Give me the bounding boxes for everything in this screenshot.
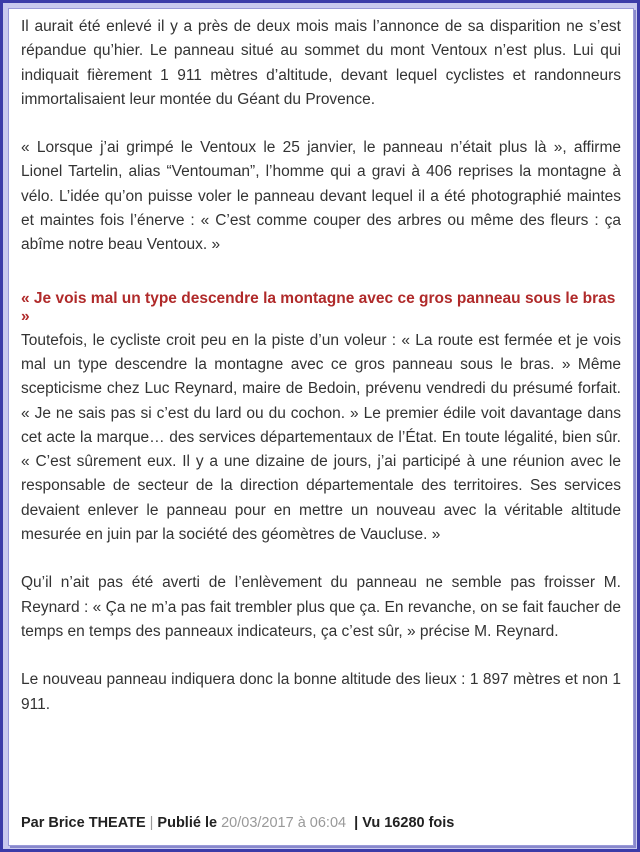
article-paragraph-1: Il aurait été enlevé il y a près de deux mois mais l’annonce de sa disparition ne s’est répandue qu’hier. Le panneau situé au sommet du mont Ventoux n’est plus. Lui qui indiquait fièrement 1 911 mètres d’altitude, devant lequel cyclistes et randonneurs immortalisaient leur montée du Géant du Provence. bbox=[21, 18, 621, 108]
article-paragraph-3: Toutefois, le cycliste croit peu en la piste d’un voleur : « La route est fermée et je vois mal un type descendre la montagne avec ce gros panneau sous le bras. » Même scepticisme chez Luc Reynard, maire de Bedoin, prévenu vendredi du présumé forfait. « Je ne sais pas si c’est du lard ou du cochon. » Le premier édile voit davantage dans cet acte la marque… des services départementaux de l’État. En toute légalité, bien sûr. « C’est sûrement eux. Il y a une dizaine de jours, j’ai participé à une réunion avec le responsable de secteur de la direction départementale des territoires. Ses services devaient enlever le panneau pour en mettre un nouveau avec la véritable altitude mesurée en juin par la société des géomètres de Vaucluse. » bbox=[21, 331, 621, 544]
article-paragraph-4: Qu’il n’ait pas été averti de l’enlèvement du panneau ne semble pas froisser M. Reynard : « Ça ne m’a pas fait trembler plus que ça. En revanche, on se fait faucher de temps en temps des panneaux indicateurs, ça c’est sûr, » précise M. Reynard. bbox=[21, 574, 621, 640]
paragraph-gap bbox=[21, 112, 621, 136]
paragraph-gap bbox=[21, 644, 621, 668]
article-paragraph-5: Le nouveau panneau indiquera donc la bonne altitude des lieux : 1 897 mètres et non 1 911. bbox=[21, 671, 621, 713]
article-paragraph-2: « Lorsque j’ai grimpé le Ventoux le 25 janvier, le panneau n’était plus là », affirme Lionel Tartelin, alias “Ventouman”, l’homme qui a gravi à 406 reprises la montagne à vélo. L’idée qu’on puisse voler le panneau devant lequel il a été photographié maintes et maintes fois l’énerve : « C’est comme couper des arbres ou même des fleurs : ça abîme notre beau Ventoux. » bbox=[21, 139, 621, 254]
article-byline bbox=[21, 815, 454, 831]
article-page bbox=[8, 8, 634, 846]
paragraph-gap bbox=[21, 547, 621, 571]
article-body bbox=[21, 15, 621, 717]
author-name[interactable]: Par Brice THEATE bbox=[21, 815, 146, 831]
byline-separator: | bbox=[149, 815, 154, 831]
published-label: Publié le bbox=[157, 815, 218, 831]
article-subheading: « Je vois mal un type descendre la montagne avec ce gros panneau sous le bras » bbox=[21, 289, 616, 325]
publish-date: 20/03/2017 à 06:04 bbox=[221, 815, 347, 831]
view-count: | Vu 16280 fois bbox=[354, 815, 455, 831]
paragraph-gap bbox=[21, 258, 621, 282]
